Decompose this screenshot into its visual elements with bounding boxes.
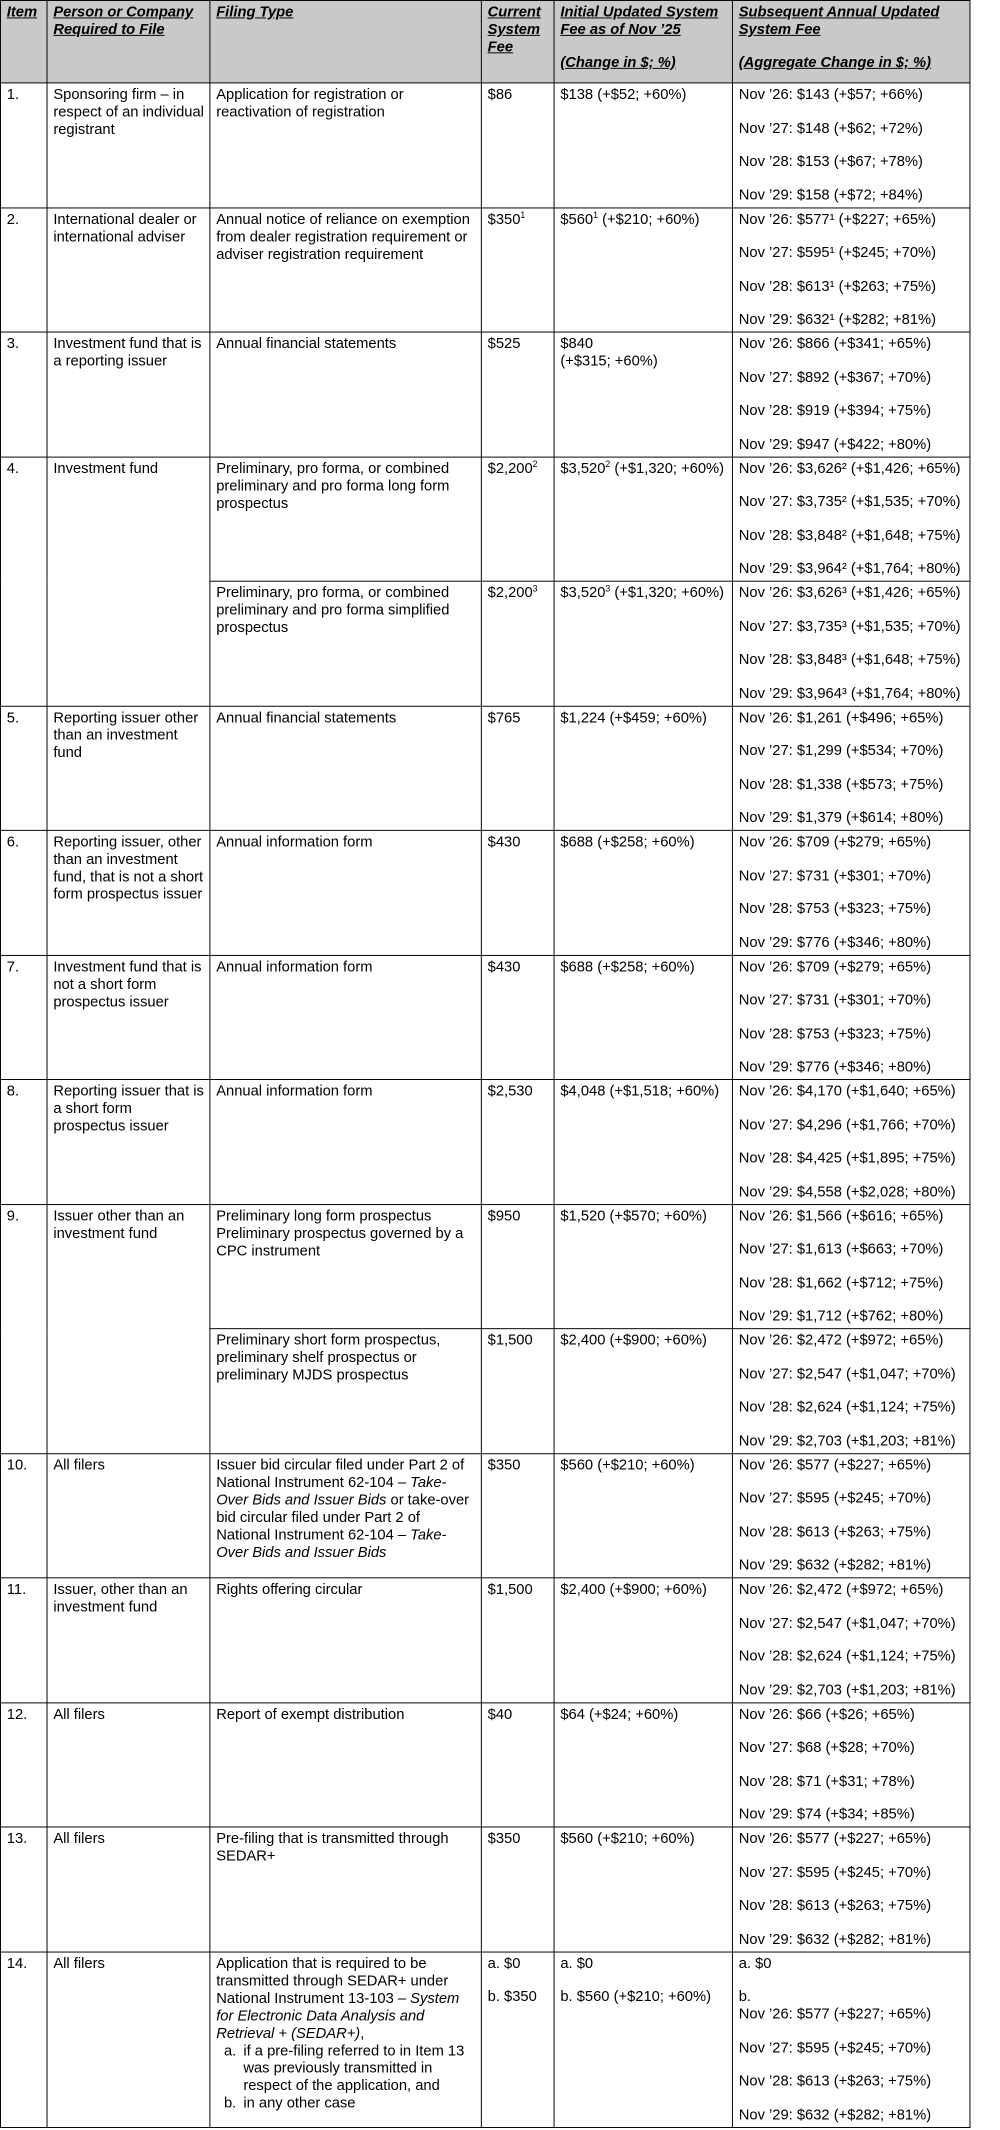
current-fee-cell: $950 — [481, 1204, 554, 1329]
subsequent-fee-line: Nov ’27: $595 (+$245; +70%) — [738, 1863, 932, 1881]
current-fee-cell: $2,200$^3$ — [481, 581, 554, 706]
subsequent-fee-line: Nov ’27: $2,547 (+$1,047; +70%) — [738, 1365, 956, 1382]
initial-fee-cell: $64 (+$24; +60%) — [554, 1702, 732, 1827]
item-number: 7. — [0, 955, 47, 1080]
person-cell: Issuer other than an investment fund — [47, 1204, 210, 1453]
subsequent-fee-line: Nov ’29: $632 (+$282; +81%) — [738, 1930, 932, 1948]
header-current-fee: Current System Fee — [481, 0, 554, 82]
initial-fee-cell: $2,400 (+$900; +60%) — [554, 1578, 732, 1703]
subsequent-fee-line: Nov ’26: $709 (+$279; +65%) — [738, 958, 932, 975]
subsequent-fee-line: Nov ’26: $3,626³ (+$1,426; +65%) — [738, 584, 961, 602]
subsequent-fee-line: Nov ’27: $2,547 (+$1,047; +70%) — [738, 1614, 956, 1632]
subsequent-fee-line: Nov ’26: $1,261 (+$496; +65%) — [738, 709, 944, 726]
initial-fee-cell: $560 (+$210; +60%) — [554, 1827, 732, 1952]
subsequent-fee-line: Nov ’27: $148 (+$62; +72%) — [738, 119, 923, 137]
footnote-marker: 1 — [520, 209, 526, 220]
initial-fee-cell: $4,048 (+$1,518; +60%) — [554, 1080, 732, 1205]
subsequent-fee-line: Nov ’26: $2,472 (+$972; +65%) — [738, 1332, 944, 1349]
subsequent-fee-line: Nov ’28: $4,425 (+$1,895; +75%) — [738, 1149, 956, 1167]
item-number: 10. — [0, 1453, 47, 1578]
subsequent-fee-line: Nov ’29: $1,379 (+$614; +80%) — [738, 809, 944, 826]
subsequent-fee-line: Nov ’29: $2,703 (+$1,203; +81%) — [738, 1681, 956, 1699]
subsequent-fee-line: Nov ’26: $866 (+$341; +65%) — [738, 335, 932, 352]
person-cell: Issuer, other than an investment fund — [47, 1578, 210, 1703]
subsequent-fee-cell — [732, 1080, 970, 1205]
person-cell: Investment fund — [47, 457, 210, 706]
list-item: a. if a pre-filing referred to in Item 13 was previously transmitted in respect of the application, and — [223, 2042, 465, 2094]
subsequent-fee-cell — [732, 1827, 970, 1952]
subsequent-fee-line: Nov ’28: $1,338 (+$573; +75%) — [738, 776, 944, 793]
subsequent-fee-line: Nov ’27: $3,735² (+$1,535; +70%) — [738, 493, 961, 510]
subsequent-fee-cell: a. $0 b. Nov ’26: $577 (+$227; +65%) Nov ’27: $595 (+$245; +70%) Nov ’28: $613 (+$263; +75%) Nov ’29: $632 (+$282; +81%) — [732, 1952, 970, 2127]
filing-type-cell: Report of exempt distribution — [210, 1702, 481, 1827]
subsequent-fee-line: Nov ’29: $158 (+$72; +84%) — [738, 186, 923, 204]
initial-fee-cell: $138 (+$52; +60%) — [554, 83, 732, 208]
subsequent-fee-cell — [732, 706, 970, 831]
table-row — [0, 1453, 969, 1578]
item-number: 3. — [0, 332, 47, 457]
filing-type-cell: Annual financial statements — [210, 332, 481, 457]
subsequent-fee-line: Nov ’27: $1,299 (+$534; +70%) — [738, 742, 944, 760]
current-fee-cell: $2,530 — [481, 1080, 554, 1205]
item-number: 9. — [0, 1204, 47, 1453]
subsequent-fee-line: Nov ’28: $2,624 (+$1,124; +75%) — [738, 1648, 956, 1665]
filing-type-cell: Preliminary short form prospectus, preliminary shelf prospectus or preliminary MJDS prospectus — [210, 1329, 481, 1454]
initial-fee-cell: $\$560^1$ (+$210; +60%) — [554, 207, 732, 332]
filing-type-cell: Application for registration or reactivation of registration — [210, 83, 481, 208]
current-fee-cell: $525 — [481, 332, 554, 457]
header-initial-fee: Initial Updated System Fee as of Nov ’25 (Change in $; %) — [554, 0, 732, 82]
table-row — [0, 706, 969, 831]
subsequent-fee-line: Nov ’26: $577 (+$227; +65%) — [738, 2005, 932, 2023]
subsequent-fee-line: Nov ’28: $3,848³ (+$1,648; +75%) — [738, 651, 961, 668]
footnote-marker: 3 — [605, 583, 611, 594]
item-number: 12. — [0, 1702, 47, 1827]
subsequent-fee-line: Nov ’28: $753 (+$323; +75%) — [738, 1025, 932, 1042]
initial-fee-cell: $688 (+$258; +60%) — [554, 955, 732, 1080]
filing-type-cell: Rights offering circular — [210, 1578, 481, 1703]
subsequent-fee-cell — [732, 1578, 970, 1703]
subsequent-fee-line: Nov ’26: $709 (+$279; +65%) — [738, 833, 932, 851]
table-row — [0, 457, 969, 582]
subsequent-fee-line: Nov ’29: $1,712 (+$762; +80%) — [738, 1307, 944, 1325]
current-fee-cell: $430 — [481, 830, 554, 955]
subsequent-fee-line: Nov ’27: $595 (+$245; +70%) — [738, 1490, 932, 1507]
current-fee-cell: $350 — [481, 1453, 554, 1578]
subsequent-fee-line: Nov ’28: $613 (+$263; +75%) — [738, 1523, 932, 1541]
initial-fee-cell: $1,224 (+$459; +60%) — [554, 706, 732, 831]
initial-fee-cell: $2,400 (+$900; +60%) — [554, 1329, 732, 1454]
current-fee-cell: $1,500 — [481, 1578, 554, 1703]
table-row — [0, 1204, 969, 1329]
subsequent-fee-line: Nov ’27: $595 (+$245; +70%) — [738, 2039, 932, 2056]
current-fee-cell: $430 — [481, 955, 554, 1080]
item-number: 11. — [0, 1578, 47, 1703]
header-row — [0, 0, 969, 82]
initial-fee-cell: $560 (+$210; +60%) — [554, 1453, 732, 1578]
item-number: 6. — [0, 830, 47, 955]
filing-type-cell: Pre-filing that is transmitted through SEDAR+ — [210, 1827, 481, 1952]
subsequent-fee-line: Nov ’29: $632 (+$282; +81%) — [738, 1556, 932, 1574]
person-cell: Investment fund that is a reporting issuer — [47, 332, 210, 457]
filing-type-cell: Annual information form — [210, 955, 481, 1080]
initial-fee-cell: $3,520$^3$ (+$1,320; +60%) — [554, 581, 732, 706]
subsequent-fee-line: Nov ’27: $731 (+$301; +70%) — [738, 991, 932, 1009]
footnote-marker: 2 — [605, 458, 611, 469]
footnote-marker: 3 — [532, 583, 538, 594]
subsequent-fee-line: Nov ’28: $753 (+$323; +75%) — [738, 900, 932, 918]
table-row — [0, 1702, 969, 1827]
subsequent-fee-line: Nov ’28: $613 (+$263; +75%) — [738, 1897, 932, 1914]
subsequent-fee-line: Nov ’29: $776 (+$346; +80%) — [738, 934, 932, 951]
subsequent-fee-cell — [732, 1204, 970, 1329]
initial-fee-cell: $688 (+$258; +60%) — [554, 830, 732, 955]
filing-type-cell: Preliminary long form prospectus Preliminary prospectus governed by a CPC instrument — [210, 1204, 481, 1329]
subsequent-fee-line: Nov ’28: $153 (+$67; +78%) — [738, 153, 923, 170]
table-row — [0, 1080, 969, 1205]
item-number: 2. — [0, 207, 47, 332]
current-fee-cell: $350 — [481, 1827, 554, 1952]
subsequent-fee-cell — [732, 83, 970, 208]
current-fee-cell: a. $0 b. $350 — [481, 1952, 554, 2127]
subsequent-fee-line: Nov ’28: $71 (+$31; +78%) — [738, 1772, 915, 1790]
subsequent-fee-line: Nov ’26: $66 (+$26; +65%) — [738, 1705, 915, 1723]
subsequent-fee-line: Nov ’29: $3,964² (+$1,764; +80%) — [738, 560, 961, 577]
header-subsequent-fee: Subsequent Annual Updated System Fee (Aggregate Change in $; %) — [732, 0, 970, 82]
table-row — [0, 830, 969, 955]
filing-type-cell: Issuer bid circular filed under Part 2 of National Instrument 62-104 – Take-Over Bids and Issuer Bids or take-over bid circular filed under Part 2 of National Instrument 62-104 – Take-Over Bids and Issuer Bids — [210, 1453, 481, 1578]
subsequent-fee-cell — [732, 207, 970, 332]
initial-fee-cell: a. $0 b. $560 (+$210; +60%) — [554, 1952, 732, 2127]
filing-type-cell: Annual information form — [210, 1080, 481, 1205]
header-person: Person or Company Required to File — [47, 0, 210, 82]
filing-type-cell: Annual financial statements — [210, 706, 481, 831]
subsequent-fee-cell — [732, 332, 970, 457]
subsequent-fee-line: Nov ’28: $613¹ (+$263; +75%) — [738, 277, 937, 295]
item-number: 13. — [0, 1827, 47, 1952]
subsequent-fee-line: Nov ’27: $4,296 (+$1,766; +70%) — [738, 1116, 956, 1133]
person-cell: Reporting issuer other than an investment fund — [47, 706, 210, 831]
subsequent-fee-line: Nov ’26: $4,170 (+$1,640; +65%) — [738, 1082, 956, 1100]
subsequent-fee-line: Nov ’27: $595¹ (+$245; +70%) — [738, 244, 937, 261]
subsequent-fee-line: Nov ’28: $919 (+$394; +75%) — [738, 402, 932, 419]
subsequent-fee-line: Nov ’27: $68 (+$28; +70%) — [738, 1739, 915, 1756]
subsequent-fee-cell — [732, 830, 970, 955]
filing-type-cell: Annual notice of reliance on exemption from dealer registration requirement or adviser registration requirement — [210, 207, 481, 332]
subsequent-fee-line: Nov ’27: $731 (+$301; +70%) — [738, 867, 932, 884]
subsequent-fee-line: Nov ’27: $3,735³ (+$1,535; +70%) — [738, 618, 961, 635]
subsequent-fee-cell — [732, 581, 970, 706]
person-cell: All filers — [47, 1827, 210, 1952]
subsequent-fee-line: Nov ’28: $2,624 (+$1,124; +75%) — [738, 1398, 956, 1416]
subsequent-fee-cell — [732, 1329, 970, 1454]
current-fee-cell: $765 — [481, 706, 554, 831]
person-cell: All filers — [47, 1453, 210, 1578]
subsequent-fee-line: Nov ’26: $577 (+$227; +65%) — [738, 1830, 932, 1847]
table-row — [0, 207, 969, 332]
subsequent-fee-line: Nov ’27: $892 (+$367; +70%) — [738, 368, 932, 386]
subsequent-fee-line: Nov ’29: $947 (+$422; +80%) — [738, 435, 932, 453]
item-number: 1. — [0, 83, 47, 208]
person-cell: All filers — [47, 1952, 210, 2127]
subsequent-fee-line: Nov ’28: $3,848² (+$1,648; +75%) — [738, 526, 961, 544]
initial-fee-cell: $3,520$^2$ (+$1,320; +60%) — [554, 457, 732, 582]
person-cell: Sponsoring firm – in respect of an individual registrant — [47, 83, 210, 208]
header-item: Item — [0, 0, 47, 82]
subsequent-fee-cell — [732, 1453, 970, 1578]
person-cell: Reporting issuer, other than an investment fund, that is not a short form prospectus issuer — [47, 830, 210, 955]
item-number: 14. — [0, 1952, 47, 2127]
item-number: 4. — [0, 457, 47, 706]
subsequent-fee-line: Nov ’26: $143 (+$57; +66%) — [738, 86, 923, 103]
subsequent-fee-line: Nov ’29: $776 (+$346; +80%) — [738, 1058, 932, 1076]
table-row — [0, 1578, 969, 1703]
subsequent-fee-line: Nov ’27: $1,613 (+$663; +70%) — [738, 1240, 944, 1258]
subsequent-fee-line: Nov ’26: $577 (+$227; +65%) — [738, 1456, 932, 1474]
subsequent-fee-line: Nov ’29: $632¹ (+$282; +81%) — [738, 311, 937, 328]
subsequent-fee-line: Nov ’26: $577¹ (+$227; +65%) — [738, 210, 937, 228]
footnote-marker: 1 — [593, 209, 598, 220]
subsequent-fee-line: Nov ’29: $632 (+$282; +81%) — [738, 2106, 932, 2123]
subsequent-fee-line: Nov ’26: $3,626² (+$1,426; +65%) — [738, 460, 961, 477]
person-cell: Reporting issuer that is a short form prospectus issuer — [47, 1080, 210, 1205]
filing-type-cell: Preliminary, pro forma, or combined preliminary and pro forma long form prospectus — [210, 457, 481, 582]
subsequent-fee-line: Nov ’28: $613 (+$263; +75%) — [738, 2072, 932, 2090]
table-row — [0, 955, 969, 1080]
person-cell: Investment fund that is not a short form prospectus issuer — [47, 955, 210, 1080]
table-row — [0, 1952, 969, 2127]
table-row — [0, 83, 969, 208]
initial-fee-cell: $840 (+$315; +60%) — [554, 332, 732, 457]
current-fee-cell: $2,200$^2$ — [481, 457, 554, 582]
subsequent-fee-line: Nov ’26: $1,566 (+$616; +65%) — [738, 1207, 944, 1224]
item-number: 8. — [0, 1080, 47, 1205]
table-row — [0, 1827, 969, 1952]
person-cell: All filers — [47, 1702, 210, 1827]
filing-type-cell: Preliminary, pro forma, or combined preliminary and pro forma simplified prospectus — [210, 581, 481, 706]
subsequent-fee-line: Nov ’28: $1,662 (+$712; +75%) — [738, 1274, 944, 1291]
current-fee-cell: $\$350^1$ — [481, 207, 554, 332]
subsequent-fee-cell — [732, 457, 970, 582]
item-number: 5. — [0, 706, 47, 831]
subsequent-fee-cell — [732, 955, 970, 1080]
filing-type-cell: Annual information form — [210, 830, 481, 955]
current-fee-cell: $86 — [481, 83, 554, 208]
subsequent-fee-line: Nov ’29: $74 (+$34; +85%) — [738, 1806, 915, 1823]
subsequent-fee-cell — [732, 1702, 970, 1827]
footnote-marker: 2 — [532, 458, 538, 469]
initial-fee-cell: $1,520 (+$570; +60%) — [554, 1204, 732, 1329]
subsequent-fee-line: Nov ’29: $3,964³ (+$1,764; +80%) — [738, 684, 961, 702]
list-item: b. in any other case — [223, 2094, 356, 2112]
subsequent-fee-line: Nov ’29: $2,703 (+$1,203; +81%) — [738, 1432, 956, 1449]
subsequent-fee-line: Nov ’29: $4,558 (+$2,028; +80%) — [738, 1183, 956, 1200]
current-fee-cell: $40 — [481, 1702, 554, 1827]
table-row — [0, 332, 969, 457]
filing-type-cell: Application that is required to be transmitted through SEDAR+ under National Instrument 13-103 – System for Electronic Data Analysis and Retrieval + (SEDAR+), a. if a pre-filing referred to in Item 13 was previously transmitted in respect of the application, and b. in any other case — [210, 1952, 481, 2127]
person-cell: International dealer or international adviser — [47, 207, 210, 332]
subsequent-fee-line: Nov ’26: $2,472 (+$972; +65%) — [738, 1581, 944, 1598]
header-filing-type: Filing Type — [210, 0, 481, 82]
current-fee-cell: $1,500 — [481, 1329, 554, 1454]
